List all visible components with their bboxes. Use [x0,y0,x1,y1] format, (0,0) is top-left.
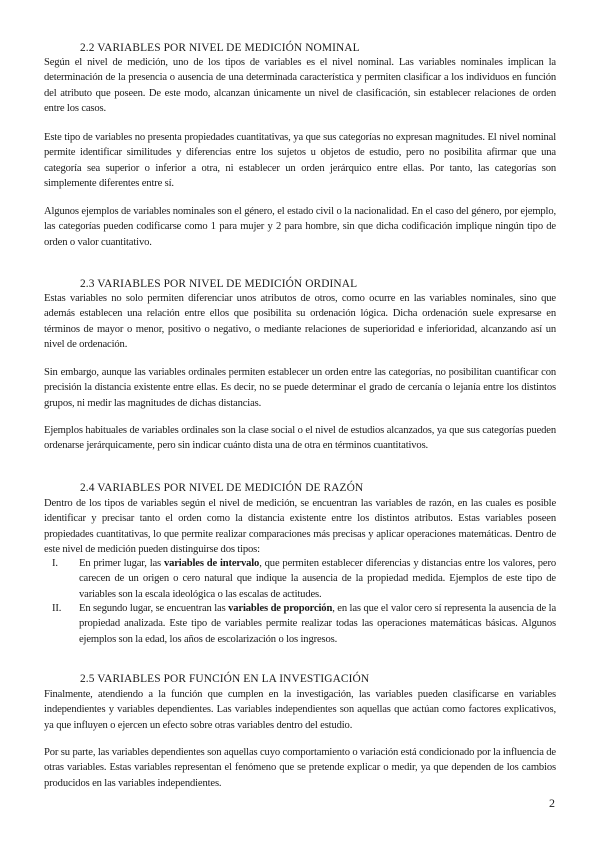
paragraph: Sin embargo, aunque las variables ordinales permiten establecer un orden entre las categorías, no posibilitan cuantificar con precisión la distancia existente entre ellas. Es decir, no se puede determinar el grado de cercanía o lejanía entre los distintos grupos, ni medir las magnitudes de dichas distancias. [44,367,556,409]
list-text: En segundo lugar, se encuentran las [79,603,229,614]
section-heading-funcion: 2.5 VARIABLES POR FUNCIÓN EN LA INVESTIGACIÓN [80,673,370,685]
section-heading-razon: 2.4 VARIABLES POR NIVEL DE MEDICIÓN DE RAZÓN [80,482,364,494]
bold-term: variables de intervalo [163,558,260,569]
list-text: , que permiten establecer diferencias y distancias entre los valores, pero carecen de un origen o cero natural que indique la ausencia de la propiedad medida. Ejemplos de este tipo de variables son la escala ideológica o las escalas de actitudes. [79,558,557,600]
section-heading-ordinal: 2.3 VARIABLES POR NIVEL DE MEDICIÓN ORDINAL [80,278,358,290]
section-heading-nominal: 2.2 VARIABLES POR NIVEL DE MEDICIÓN NOMINAL [80,42,360,54]
paragraph: Este tipo de variables no presenta propiedades cuantitativas, ya que sus categorías no expresan magnitudes. El nivel nominal permite identificar similitudes y diferencias entre los sujetos u objetos de estudio, pero no posibilita afirmar que una categoría sea superior o inferior a otra, ni establecer un orden jerárquico entre ellas. Por tanto, las categorías son simplemente diferentes entre sí. [44,132,556,190]
bold-term: variables de proporción [228,603,333,614]
list-text: , en las que el valor cero sí representa la ausencia de la propiedad analizada. Este tipo de variables permite realizar todas las operaciones matemáticas básicas. Algunos ejemplos son la edad, los años de escolarización o los ingresos. [79,603,556,645]
list-text: En primer lugar, las [79,558,164,569]
list-marker: I. [52,558,58,569]
paragraph: Ejemplos habituales de variables ordinales son la clase social o el nivel de estudios alcanzados, ya que sus categorías pueden ordenarse jerárquicamente, pero sin indicar cuánto dista una de otra en términos cuantitativos. [44,425,556,452]
paragraph: Según el nivel de medición, uno de los tipos de variables es el nivel nominal. Las variables nominales implican la determinación de la presencia o ausencia de una determinada característica y permiten clasificar a los individuos en función del atributo que poseen. De este modo, alcanzan únicamente un nivel de clasificación, sin establecer relaciones de orden entre los casos. [44,57,556,115]
paragraph: Estas variables no solo permiten diferenciar unos atributos de otros, como ocurre en las variables nominales, sino que además establecen una relación entre ellos que posibilita su ordenación lógica. Dicha ordenación suele expresarse en términos de mayor o menor, positivo o negativo, o mediante relaciones de superioridad e inferioridad, alcanzando así un nivel de ordenación. [44,293,556,351]
list-marker: II. [52,603,62,614]
page-number: 2 [549,796,555,810]
paragraph: Por su parte, las variables dependientes son aquellas cuyo comportamiento o variación está condicionado por la influencia de otras variables. Estas variables representan el fenómeno que se pretende explicar o medir, ya que dependen de los cambios producidos en las variables independientes. [44,747,556,789]
paragraph: Algunos ejemplos de variables nominales son el género, el estado civil o la nacionalidad. En el caso del género, por ejemplo, las categorías pueden codificarse como 1 para mujer y 2 para hombre, sin que dicha codificación implique ningún tipo de orden o valor cuantitativo. [44,206,556,248]
list-item [44,556,556,602]
paragraph: Dentro de los tipos de variables según el nivel de medición, se encuentran las variables de razón, en las cuales es posible identificar y precisar tanto el orden como la distancia existente entre los distintos atributos. Estas variables poseen propiedades cuantitativas, lo que permite realizar comparaciones más precisas y aplicar operaciones matemáticas. Dentro de este nivel de medición pueden distinguirse dos tipos: [44,498,556,556]
list-item [44,601,556,647]
paragraph: Finalmente, atendiendo a la función que cumplen en la investigación, las variables pueden clasificarse en variables independientes y variables dependientes. Las variables independientes son aquellas que actúan como factores explicativos, ya que influyen o ejercen un efecto sobre otras variables dentro del estudio. [44,689,556,731]
